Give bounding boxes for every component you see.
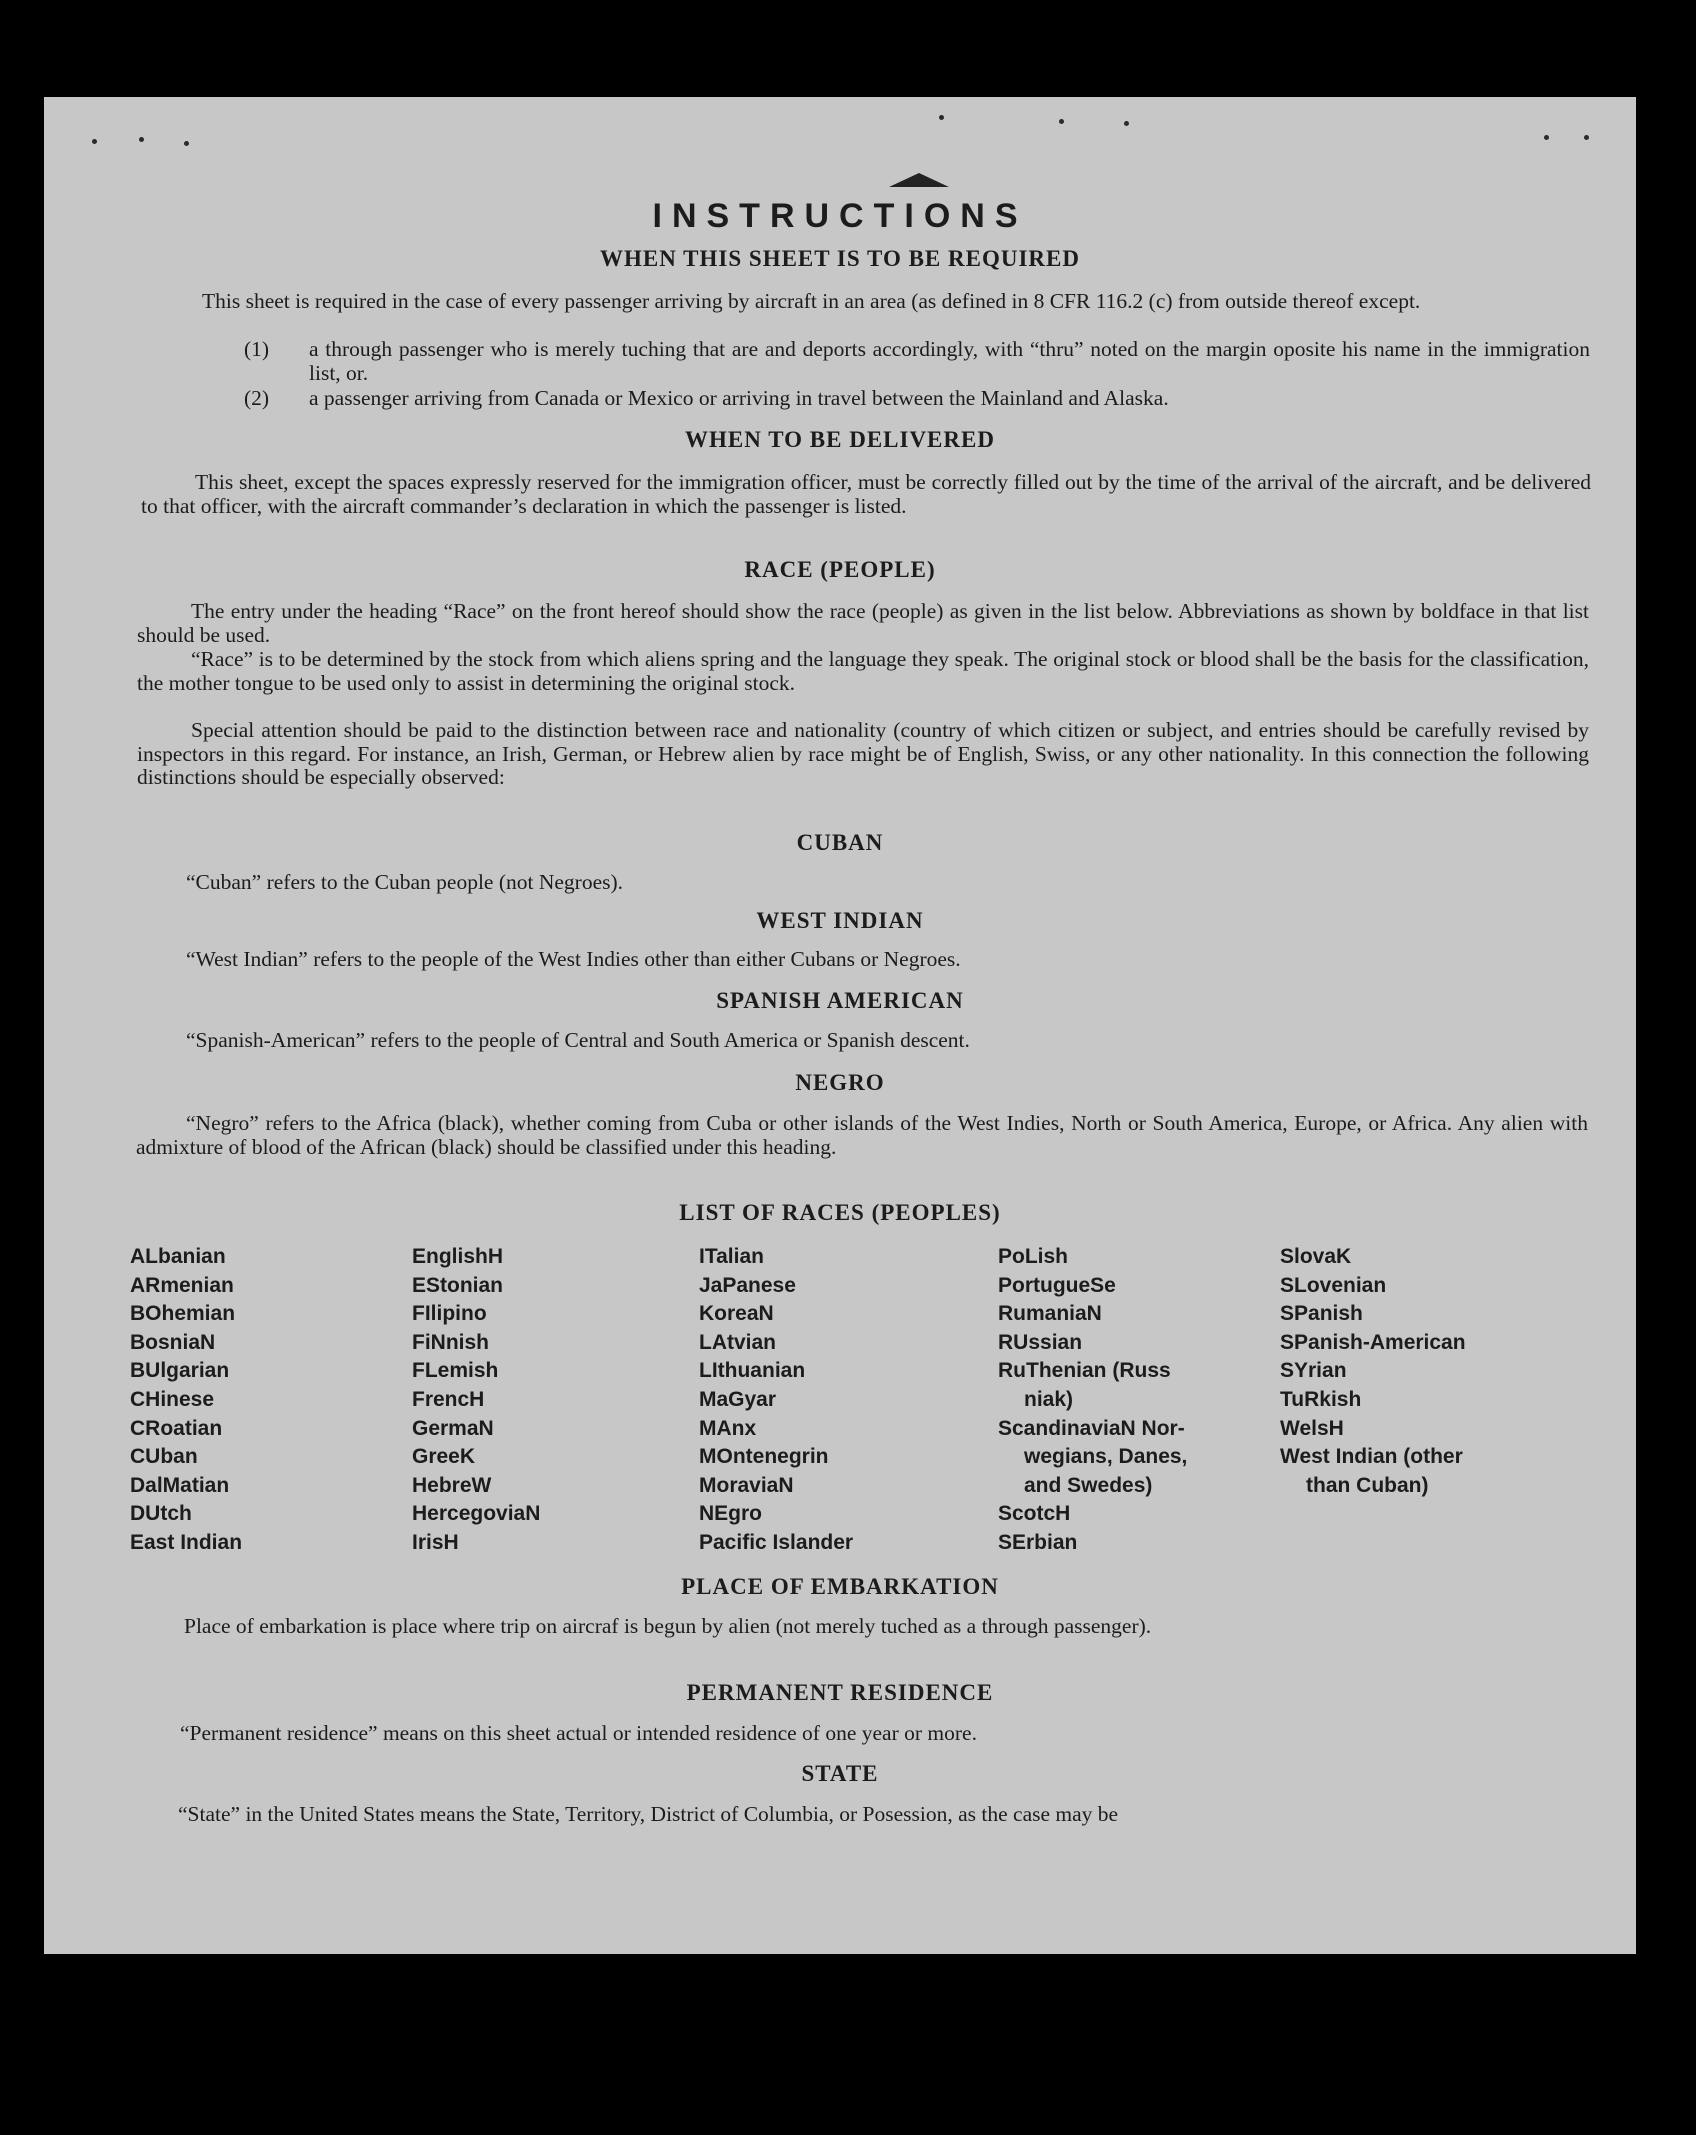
scan-speck: [184, 141, 189, 146]
race-item: DUtch: [130, 1502, 192, 1526]
heading-embarkation: PLACE OF EMBARKATION: [681, 1574, 999, 1599]
race-item: BUlgarian: [130, 1359, 230, 1383]
race-item: IrisH: [412, 1530, 459, 1554]
race-item: FrencH: [412, 1387, 485, 1411]
races-column-2: [412, 1243, 540, 1558]
scan-speck: [1059, 119, 1064, 124]
when-delivered-text: This sheet, except the spaces expressly reserved for the immigration officer, must be correctly filled out by the time of the arrival of the aircraft, and be delivered to that officer, with the aircraft commander’s declaration in which the passenger is listed.: [141, 470, 1591, 518]
race-item: LAtvian: [699, 1330, 777, 1354]
race-item: RumaniaN: [998, 1302, 1102, 1326]
residence-text: “Permanent residence” means on this sheet actual or intended residence of one year or more.: [180, 1721, 977, 1745]
race-item: MaGyar: [699, 1387, 777, 1411]
race-item-continuation: and Swedes): [1024, 1473, 1153, 1497]
race-item-continuation: niak): [1024, 1387, 1074, 1411]
exception-2-text: a passenger arriving from Canada or Mexico or arriving in travel between the Mainland and Alaska.: [309, 386, 1169, 410]
scan-speck: [1124, 121, 1129, 126]
races-column-1: [130, 1243, 242, 1558]
race-item: SLovenian: [1280, 1273, 1387, 1297]
race-item: GreeK: [412, 1445, 476, 1469]
cuban-text: “Cuban” refers to the Cuban people (not Negroes).: [186, 870, 624, 894]
race-item: PoLish: [998, 1245, 1069, 1268]
scan-speck: [1584, 135, 1589, 140]
race-item: ScotcH: [998, 1502, 1071, 1526]
race-item: ScandinaviaN Nor-: [998, 1416, 1185, 1440]
race-paragraph-2: “Race” is to be determined by the stock from which aliens spring and the language they speak. The original stock or blood shall be the basis for the classification, the mother tongue to be used only to assist in determining the original stock.: [137, 647, 1589, 695]
race-item-continuation: than Cuban): [1306, 1473, 1429, 1497]
race-item: MOntenegrin: [699, 1445, 829, 1469]
race-item: NEgro: [699, 1502, 762, 1526]
exception-2-number: (2): [244, 386, 270, 410]
spanish-american-text: “Spanish-American” refers to the people of Central and South America or Spanish descent.: [186, 1028, 970, 1052]
negro-text: “Negro” refers to the Africa (black), whether coming from Cuba or other islands of the West Indies, North or South America, Europe, or Africa. Any alien with admixture of blood of the African (black) should be classified under this heading.: [136, 1111, 1588, 1159]
document-sheet: [44, 97, 1636, 1954]
scan-speck: [139, 137, 144, 142]
scan-speck: [92, 139, 97, 144]
race-item: EnglishH: [412, 1245, 504, 1268]
race-item: PortugueSe: [998, 1273, 1116, 1297]
heading-race: RACE (PEOPLE): [744, 557, 936, 582]
heading-state: STATE: [801, 1761, 879, 1786]
race-item: EStonian: [412, 1273, 504, 1297]
race-paragraph-3: Special attention should be paid to the distinction between race and nationality (country of which citizen or subject, and entries should be carefully revised by inspectors in this regard. For instance, an Irish, German, or Hebrew alien by race might be of English, Swiss, or any other nationality. In this connection the following distinctions should be especially observed:: [137, 718, 1589, 789]
race-paragraph-1: The entry under the heading “Race” on the front hereof should show the race (people) as given in the list below. Abbreviations as shown by boldface in that list should be used.: [137, 599, 1589, 647]
race-item: ARmenian: [130, 1273, 234, 1297]
race-item: SErbian: [998, 1530, 1078, 1554]
heading-west-indian: WEST INDIAN: [756, 908, 924, 933]
race-item: BOhemian: [130, 1302, 236, 1326]
races-column-3: [699, 1243, 853, 1558]
race-item: BosniaN: [130, 1330, 216, 1354]
heading-when-required: WHEN THIS SHEET IS TO BE REQUIRED: [600, 246, 1080, 271]
race-item: TuRkish: [1280, 1387, 1362, 1411]
race-item: KoreaN: [699, 1302, 774, 1326]
heading-list-of-races: LIST OF RACES (PEOPLES): [679, 1200, 1001, 1225]
race-item: SYrian: [1280, 1359, 1347, 1383]
race-item: LIthuanian: [699, 1359, 806, 1383]
race-item: Pacific Islander: [699, 1530, 854, 1554]
races-column-4: [998, 1243, 1187, 1558]
heading-spanish-american: SPANISH AMERICAN: [716, 988, 964, 1013]
race-item: RuThenian (Russ: [998, 1359, 1171, 1383]
when-required-intro: This sheet is required in the case of every passenger arriving by aircraft in an area (as defined in 8 CFR 116.2 (c) from outside thereof except.: [202, 289, 1421, 313]
race-item-continuation: wegians, Danes,: [1024, 1445, 1188, 1469]
race-item: HebreW: [412, 1473, 492, 1497]
heading-negro: NEGRO: [795, 1070, 885, 1095]
ink-blot: [889, 173, 949, 191]
scan-speck: [939, 115, 944, 120]
heading-permanent-residence: PERMANENT RESIDENCE: [686, 1680, 994, 1705]
race-item: JaPanese: [699, 1273, 796, 1297]
race-item: ITalian: [699, 1245, 764, 1268]
race-item: MoraviaN: [699, 1473, 794, 1497]
race-item: MAnx: [699, 1416, 757, 1440]
exception-1-text: a through passenger who is merely tuching that are and deports accordingly, with “thru” noted on the margin oposite his name in the immigration list, or.: [309, 337, 1590, 385]
race-item: East Indian: [130, 1530, 243, 1554]
race-item: GermaN: [412, 1416, 494, 1440]
race-item: CUban: [130, 1445, 198, 1469]
page-title: INSTRUCTIONS: [652, 197, 1028, 235]
west-indian-text: “West Indian” refers to the people of the West Indies other than either Cubans or Negroes.: [186, 947, 961, 971]
race-item: WelsH: [1280, 1416, 1344, 1440]
race-item: SPanish: [1280, 1302, 1363, 1326]
state-text: “State” in the United States means the State, Territory, District of Columbia, or Posession, as the case may be: [178, 1802, 1119, 1826]
race-item: West Indian (other: [1280, 1445, 1463, 1469]
race-item: CHinese: [130, 1387, 215, 1411]
race-item: CRoatian: [130, 1416, 223, 1440]
embarkation-text: Place of embarkation is place where trip on aircraf is begun by alien (not merely tuched as a through passenger).: [184, 1614, 1152, 1638]
heading-when-delivered: WHEN TO BE DELIVERED: [685, 427, 995, 452]
race-item: RUssian: [998, 1330, 1083, 1354]
scan-speck: [1544, 135, 1549, 140]
race-item: SlovaK: [1280, 1245, 1352, 1268]
race-item: SPanish-American: [1280, 1330, 1466, 1354]
heading-cuban: CUBAN: [796, 830, 884, 855]
race-item: DalMatian: [130, 1473, 230, 1497]
race-item: ALbanian: [130, 1245, 226, 1268]
races-column-5: [1280, 1243, 1466, 1500]
exception-1-number: (1): [244, 337, 270, 361]
race-item: FiNnish: [412, 1330, 489, 1354]
race-item: FLemish: [412, 1359, 499, 1383]
race-item: HercegoviaN: [412, 1502, 541, 1526]
race-item: FIlipino: [412, 1302, 487, 1326]
